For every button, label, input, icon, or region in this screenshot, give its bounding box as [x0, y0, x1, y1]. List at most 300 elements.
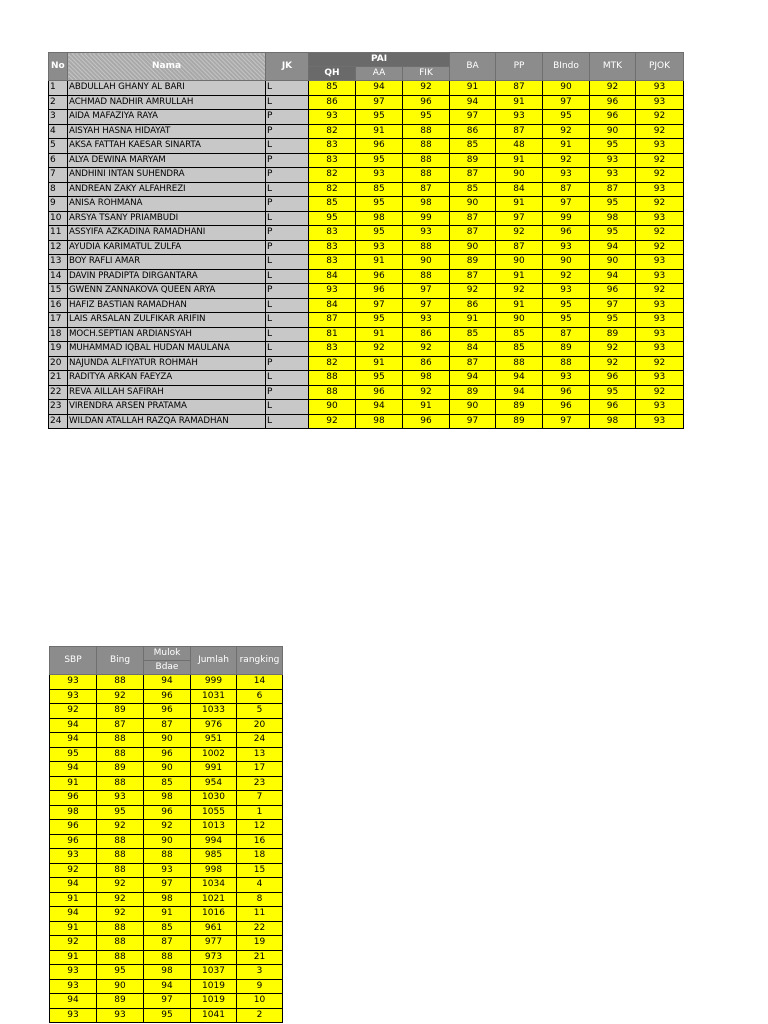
cell-bindo: 90	[543, 81, 590, 96]
cell-bing: 92	[97, 820, 144, 835]
cell-aa: 97	[356, 298, 403, 313]
cell-pjok: 93	[636, 313, 684, 328]
cell-bindo: 97	[543, 95, 590, 110]
cell-mtk: 96	[590, 371, 636, 386]
cell-fik: 92	[403, 342, 450, 357]
cell-jk: L	[266, 342, 309, 357]
cell-nama: MUHAMMAD IQBAL HUDAN MAULANA	[68, 342, 266, 357]
cell-mulok-bdae: 88	[144, 849, 191, 864]
cell-pp: 92	[496, 226, 543, 241]
cell-mtk: 98	[590, 211, 636, 226]
table-row	[50, 921, 283, 936]
cell-bindo: 87	[543, 182, 590, 197]
cell-mtk: 92	[590, 81, 636, 96]
cell-nama: LAIS ARSALAN ZULFIKAR ARIFIN	[68, 313, 266, 328]
cell-aa: 93	[356, 168, 403, 183]
cell-bindo: 95	[543, 313, 590, 328]
cell-sbp: 91	[50, 776, 97, 791]
cell-sbp: 93	[50, 1008, 97, 1023]
cell-jumlah: 999	[191, 675, 237, 690]
cell-sbp: 96	[50, 791, 97, 806]
cell-sbp: 93	[50, 979, 97, 994]
cell-bing: 88	[97, 834, 144, 849]
cell-aa: 91	[356, 255, 403, 270]
cell-bindo: 97	[543, 197, 590, 212]
cell-no: 1	[49, 81, 68, 96]
cell-mulok-bdae: 94	[144, 675, 191, 690]
cell-mtk: 95	[590, 226, 636, 241]
cell-pjok: 92	[636, 385, 684, 400]
cell-jumlah: 985	[191, 849, 237, 864]
cell-aa: 92	[356, 342, 403, 357]
cell-rangking: 9	[237, 979, 283, 994]
cell-pjok: 92	[636, 240, 684, 255]
cell-sbp: 96	[50, 834, 97, 849]
cell-bindo: 92	[543, 269, 590, 284]
table-row	[49, 139, 684, 154]
cell-ba: 84	[450, 342, 496, 357]
cell-sbp: 93	[50, 675, 97, 690]
cell-jumlah: 1019	[191, 994, 237, 1009]
cell-pjok: 92	[636, 197, 684, 212]
cell-no: 4	[49, 124, 68, 139]
cell-jumlah: 961	[191, 921, 237, 936]
cell-aa: 95	[356, 313, 403, 328]
cell-rangking: 13	[237, 747, 283, 762]
cell-jk: P	[266, 197, 309, 212]
cell-pjok: 92	[636, 110, 684, 125]
cell-fik: 98	[403, 371, 450, 386]
cell-jk: P	[266, 284, 309, 299]
cell-nama: HAFIZ BASTIAN RAMADHAN	[68, 298, 266, 313]
cell-no: 18	[49, 327, 68, 342]
cell-ba: 87	[450, 226, 496, 241]
cell-bing: 89	[97, 994, 144, 1009]
cell-pp: 92	[496, 284, 543, 299]
cell-qh: 88	[309, 371, 356, 386]
cell-qh: 82	[309, 124, 356, 139]
header-mulok: Mulok	[144, 647, 191, 661]
cell-pp: 85	[496, 327, 543, 342]
cell-bindo: 92	[543, 153, 590, 168]
cell-nama: AIDA MAFAZIYA RAYA	[68, 110, 266, 125]
cell-bing: 95	[97, 965, 144, 980]
table-row	[49, 269, 684, 284]
header-rangking: rangking	[237, 647, 283, 675]
cell-jk: L	[266, 95, 309, 110]
cell-rangking: 3	[237, 965, 283, 980]
grades-table-body	[49, 81, 684, 429]
cell-no: 19	[49, 342, 68, 357]
cell-ba: 85	[450, 182, 496, 197]
cell-bing: 93	[97, 1008, 144, 1023]
cell-bing: 88	[97, 747, 144, 762]
cell-qh: 85	[309, 81, 356, 96]
cell-pjok: 93	[636, 269, 684, 284]
cell-bing: 88	[97, 849, 144, 864]
table-row	[50, 979, 283, 994]
cell-jk: L	[266, 211, 309, 226]
cell-aa: 96	[356, 139, 403, 154]
cell-qh: 95	[309, 211, 356, 226]
cell-sbp: 92	[50, 704, 97, 719]
cell-sbp: 96	[50, 820, 97, 835]
cell-pp: 94	[496, 371, 543, 386]
cell-rangking: 1	[237, 805, 283, 820]
cell-bindo: 87	[543, 327, 590, 342]
cell-pp: 88	[496, 356, 543, 371]
cell-no: 10	[49, 211, 68, 226]
cell-sbp: 94	[50, 878, 97, 893]
cell-mtk: 87	[590, 182, 636, 197]
cell-aa: 97	[356, 95, 403, 110]
cell-mulok-bdae: 94	[144, 979, 191, 994]
cell-fik: 91	[403, 400, 450, 415]
cell-jumlah: 1021	[191, 892, 237, 907]
table-row	[50, 776, 283, 791]
cell-sbp: 93	[50, 849, 97, 864]
cell-jk: P	[266, 385, 309, 400]
cell-aa: 96	[356, 385, 403, 400]
cell-pp: 87	[496, 240, 543, 255]
cell-no: 2	[49, 95, 68, 110]
table-row	[50, 820, 283, 835]
header-bing: Bing	[97, 647, 144, 675]
cell-ba: 87	[450, 356, 496, 371]
cell-mulok-bdae: 97	[144, 994, 191, 1009]
cell-jk: L	[266, 400, 309, 415]
cell-nama: ALYA DEWINA MARYAM	[68, 153, 266, 168]
cell-ba: 87	[450, 168, 496, 183]
cell-bindo: 93	[543, 284, 590, 299]
table-row	[49, 153, 684, 168]
cell-aa: 85	[356, 182, 403, 197]
cell-mtk: 96	[590, 95, 636, 110]
cell-no: 11	[49, 226, 68, 241]
cell-bing: 88	[97, 675, 144, 690]
cell-sbp: 93	[50, 689, 97, 704]
cell-no: 22	[49, 385, 68, 400]
cell-qh: 83	[309, 255, 356, 270]
cell-mulok-bdae: 88	[144, 950, 191, 965]
cell-bing: 92	[97, 907, 144, 922]
cell-no: 12	[49, 240, 68, 255]
cell-jk: P	[266, 226, 309, 241]
cell-rangking: 24	[237, 733, 283, 748]
cell-mulok-bdae: 87	[144, 936, 191, 951]
cell-qh: 84	[309, 269, 356, 284]
cell-sbp: 92	[50, 863, 97, 878]
cell-fik: 88	[403, 240, 450, 255]
cell-rangking: 21	[237, 950, 283, 965]
cell-jk: L	[266, 371, 309, 386]
cell-aa: 95	[356, 153, 403, 168]
cell-aa: 95	[356, 110, 403, 125]
cell-qh: 83	[309, 240, 356, 255]
cell-fik: 95	[403, 110, 450, 125]
cell-nama: AISYAH HASNA HIDAYAT	[68, 124, 266, 139]
cell-pjok: 93	[636, 255, 684, 270]
cell-pjok: 92	[636, 153, 684, 168]
cell-mtk: 93	[590, 153, 636, 168]
table-row	[49, 313, 684, 328]
cell-no: 16	[49, 298, 68, 313]
cell-jumlah: 977	[191, 936, 237, 951]
cell-aa: 91	[356, 124, 403, 139]
cell-ba: 86	[450, 298, 496, 313]
cell-mtk: 95	[590, 197, 636, 212]
cell-bindo: 89	[543, 342, 590, 357]
cell-mtk: 94	[590, 269, 636, 284]
cell-pp: 91	[496, 269, 543, 284]
cell-ba: 87	[450, 269, 496, 284]
cell-pp: 94	[496, 385, 543, 400]
cell-mulok-bdae: 96	[144, 747, 191, 762]
cell-bing: 89	[97, 762, 144, 777]
cell-pp: 90	[496, 168, 543, 183]
cell-bing: 88	[97, 950, 144, 965]
cell-mtk: 95	[590, 313, 636, 328]
table-row	[50, 849, 283, 864]
cell-qh: 83	[309, 139, 356, 154]
table-row	[49, 95, 684, 110]
cell-rangking: 6	[237, 689, 283, 704]
cell-nama: ABDULLAH GHANY AL BARI	[68, 81, 266, 96]
table-row	[50, 994, 283, 1009]
cell-aa: 96	[356, 269, 403, 284]
cell-sbp: 91	[50, 921, 97, 936]
cell-jumlah: 1041	[191, 1008, 237, 1023]
cell-rangking: 18	[237, 849, 283, 864]
cell-rangking: 17	[237, 762, 283, 777]
header-pp: PP	[496, 53, 543, 81]
cell-bindo: 95	[543, 298, 590, 313]
table-row	[50, 950, 283, 965]
cell-pp: 90	[496, 313, 543, 328]
cell-no: 7	[49, 168, 68, 183]
cell-jk: P	[266, 153, 309, 168]
cell-jumlah: 1033	[191, 704, 237, 719]
cell-nama: ANISA ROHMANA	[68, 197, 266, 212]
cell-qh: 85	[309, 197, 356, 212]
cell-ba: 97	[450, 110, 496, 125]
cell-mtk: 92	[590, 342, 636, 357]
table-row	[49, 400, 684, 415]
cell-bing: 88	[97, 733, 144, 748]
cell-pp: 89	[496, 400, 543, 415]
table-row	[50, 907, 283, 922]
cell-bindo: 96	[543, 226, 590, 241]
cell-no: 15	[49, 284, 68, 299]
cell-rangking: 4	[237, 878, 283, 893]
cell-sbp: 98	[50, 805, 97, 820]
cell-no: 13	[49, 255, 68, 270]
cell-pjok: 93	[636, 298, 684, 313]
grades-table	[48, 52, 684, 429]
cell-aa: 95	[356, 226, 403, 241]
table-row	[49, 226, 684, 241]
header-qh: QH	[309, 67, 356, 81]
cell-mulok-bdae: 92	[144, 820, 191, 835]
cell-ba: 92	[450, 284, 496, 299]
cell-bindo: 93	[543, 168, 590, 183]
table-row	[49, 124, 684, 139]
table-row	[49, 182, 684, 197]
cell-sbp: 92	[50, 936, 97, 951]
table-row	[49, 197, 684, 212]
cell-mtk: 90	[590, 124, 636, 139]
cell-jk: L	[266, 139, 309, 154]
cell-mtk: 96	[590, 110, 636, 125]
cell-jk: L	[266, 327, 309, 342]
header-pjok: PJOK	[636, 53, 684, 81]
table-row	[49, 385, 684, 400]
cell-pjok: 93	[636, 211, 684, 226]
header-ba: BA	[450, 53, 496, 81]
cell-mulok-bdae: 85	[144, 776, 191, 791]
cell-fik: 97	[403, 298, 450, 313]
cell-bindo: 91	[543, 139, 590, 154]
cell-mulok-bdae: 98	[144, 965, 191, 980]
cell-mtk: 95	[590, 139, 636, 154]
cell-bing: 88	[97, 863, 144, 878]
cell-pp: 97	[496, 211, 543, 226]
cell-ba: 94	[450, 371, 496, 386]
cell-jumlah: 994	[191, 834, 237, 849]
cell-nama: BOY RAFLI AMAR	[68, 255, 266, 270]
cell-ba: 89	[450, 385, 496, 400]
cell-mulok-bdae: 90	[144, 834, 191, 849]
cell-mtk: 98	[590, 414, 636, 429]
cell-bing: 87	[97, 718, 144, 733]
table-row	[49, 356, 684, 371]
cell-mtk: 89	[590, 327, 636, 342]
cell-no: 17	[49, 313, 68, 328]
table-row	[50, 878, 283, 893]
cell-aa: 98	[356, 211, 403, 226]
cell-pjok: 92	[636, 356, 684, 371]
cell-bindo: 92	[543, 124, 590, 139]
cell-nama: WILDAN ATALLAH RAZQA RAMADHAN	[68, 414, 266, 429]
cell-pp: 87	[496, 81, 543, 96]
cell-jk: L	[266, 182, 309, 197]
table-row	[49, 240, 684, 255]
cell-rangking: 5	[237, 704, 283, 719]
cell-bing: 88	[97, 776, 144, 791]
table-row	[50, 675, 283, 690]
table-row	[50, 747, 283, 762]
cell-fik: 96	[403, 414, 450, 429]
cell-mtk: 97	[590, 298, 636, 313]
cell-pjok: 93	[636, 81, 684, 96]
cell-jk: P	[266, 110, 309, 125]
header-fik: FIK	[403, 67, 450, 81]
table-row	[50, 704, 283, 719]
cell-jumlah: 1037	[191, 965, 237, 980]
cell-nama: REVA AILLAH SAFIRAH	[68, 385, 266, 400]
cell-rangking: 20	[237, 718, 283, 733]
table-row	[49, 110, 684, 125]
cell-jumlah: 976	[191, 718, 237, 733]
cell-pjok: 92	[636, 124, 684, 139]
cell-pjok: 92	[636, 284, 684, 299]
header-bindo: BIndo	[543, 53, 590, 81]
cell-jumlah: 1030	[191, 791, 237, 806]
cell-fik: 96	[403, 95, 450, 110]
cell-fik: 88	[403, 139, 450, 154]
cell-sbp: 94	[50, 718, 97, 733]
cell-fik: 90	[403, 255, 450, 270]
cell-bing: 88	[97, 921, 144, 936]
cell-bing: 92	[97, 689, 144, 704]
cell-jumlah: 991	[191, 762, 237, 777]
cell-bindo: 96	[543, 400, 590, 415]
cell-pp: 87	[496, 124, 543, 139]
cell-jk: L	[266, 269, 309, 284]
cell-jumlah: 1055	[191, 805, 237, 820]
cell-rangking: 11	[237, 907, 283, 922]
cell-jk: L	[266, 298, 309, 313]
cell-mtk: 93	[590, 168, 636, 183]
header-jumlah: Jumlah	[191, 647, 237, 675]
cell-aa: 96	[356, 284, 403, 299]
cell-mulok-bdae: 90	[144, 762, 191, 777]
table-row	[49, 327, 684, 342]
cell-jumlah: 954	[191, 776, 237, 791]
cell-fik: 88	[403, 168, 450, 183]
cell-pjok: 93	[636, 414, 684, 429]
cell-nama: AKSA FATTAH KAESAR SINARTA	[68, 139, 266, 154]
cell-qh: 84	[309, 298, 356, 313]
cell-fik: 88	[403, 153, 450, 168]
table-row	[49, 342, 684, 357]
cell-qh: 92	[309, 414, 356, 429]
cell-aa: 95	[356, 197, 403, 212]
table-row	[50, 689, 283, 704]
cell-nama: DAVIN PRADIPTA DIRGANTARA	[68, 269, 266, 284]
cell-nama: VIRENDRA ARSEN PRATAMA	[68, 400, 266, 415]
cell-qh: 87	[309, 313, 356, 328]
table-row	[50, 1008, 283, 1023]
cell-aa: 91	[356, 356, 403, 371]
cell-fik: 86	[403, 356, 450, 371]
cell-pjok: 93	[636, 182, 684, 197]
cell-qh: 93	[309, 110, 356, 125]
cell-jumlah: 1031	[191, 689, 237, 704]
totals-table	[49, 646, 283, 1023]
cell-rangking: 10	[237, 994, 283, 1009]
cell-bindo: 96	[543, 385, 590, 400]
cell-pp: 93	[496, 110, 543, 125]
cell-ba: 85	[450, 139, 496, 154]
cell-bing: 95	[97, 805, 144, 820]
cell-rangking: 19	[237, 936, 283, 951]
cell-mulok-bdae: 98	[144, 892, 191, 907]
cell-no: 21	[49, 371, 68, 386]
cell-pjok: 93	[636, 342, 684, 357]
cell-mtk: 96	[590, 400, 636, 415]
cell-nama: ACHMAD NADHIR AMRULLAH	[68, 95, 266, 110]
table-row	[50, 733, 283, 748]
cell-jk: L	[266, 414, 309, 429]
cell-rangking: 12	[237, 820, 283, 835]
table-row	[49, 414, 684, 429]
table-row	[49, 211, 684, 226]
cell-qh: 83	[309, 342, 356, 357]
cell-nama: GWENN ZANNAKOVA QUEEN ARYA	[68, 284, 266, 299]
cell-sbp: 95	[50, 747, 97, 762]
cell-jumlah: 1019	[191, 979, 237, 994]
